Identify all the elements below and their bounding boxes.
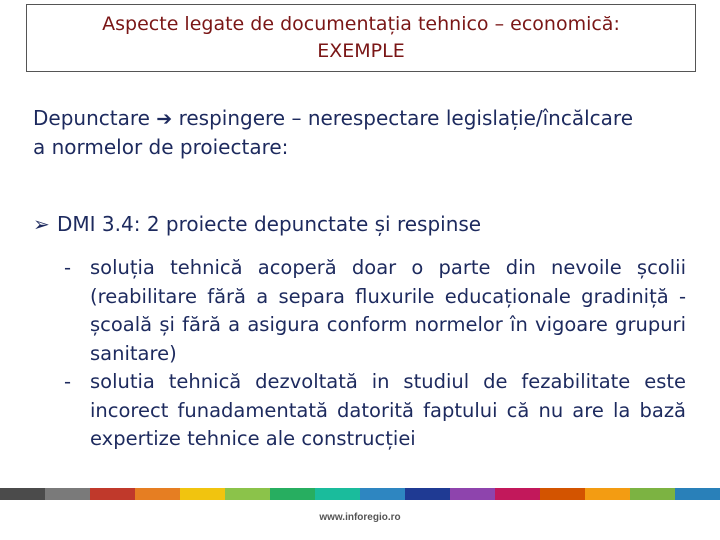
list-item-text: soluția tehnică acoperă doar o parte din nevoile școlii (reabilitare fără a separa fluxurile educaționale gradiniță - școală și fără a asigura conform normelor în vigoare grupuri sanitare)	[90, 256, 686, 365]
intro-paragraph	[33, 104, 693, 161]
color-segment	[540, 488, 585, 500]
slide-title-box	[26, 4, 696, 72]
slide-title-line1: Aspecte legate de documentația tehnico – economică:	[102, 13, 620, 35]
slide-title-line2: EXEMPLE	[317, 40, 405, 62]
color-segment	[315, 488, 360, 500]
color-segment	[225, 488, 270, 500]
color-segment	[630, 488, 675, 500]
list-item	[64, 254, 686, 368]
color-segment	[135, 488, 180, 500]
color-segment	[180, 488, 225, 500]
dash-marker: -	[64, 256, 72, 279]
intro-line2: a normelor de proiectare:	[33, 135, 289, 159]
color-segment	[0, 488, 45, 500]
bullet-text: DMI 3.4: 2 proiecte depunctate și respinse	[57, 212, 482, 236]
sub-list	[64, 254, 686, 454]
color-segment	[360, 488, 405, 500]
dash-marker: -	[64, 370, 72, 393]
color-segment	[45, 488, 90, 500]
list-item	[64, 368, 686, 454]
footer-url[interactable]: www.inforegio.ro	[319, 512, 401, 523]
intro-lead: Depunctare	[33, 106, 150, 130]
color-segment	[405, 488, 450, 500]
list-item-text: solutia tehnică dezvoltată in studiul de fezabilitate este incorect funadamentată datorită faptului că nu are la bază expertize tehnice ale construcției	[90, 370, 686, 450]
footer-color-bar	[0, 488, 720, 500]
right-arrow-icon: ➔	[156, 108, 173, 130]
color-segment	[450, 488, 495, 500]
color-segment	[270, 488, 315, 500]
color-segment	[675, 488, 720, 500]
color-segment	[90, 488, 135, 500]
color-segment	[585, 488, 630, 500]
triangle-arrow-icon: ➢	[33, 212, 50, 236]
intro-rest: respingere – nerespectare legislație/încălcare	[172, 106, 634, 130]
bullet-item	[33, 210, 693, 238]
color-segment	[495, 488, 540, 500]
